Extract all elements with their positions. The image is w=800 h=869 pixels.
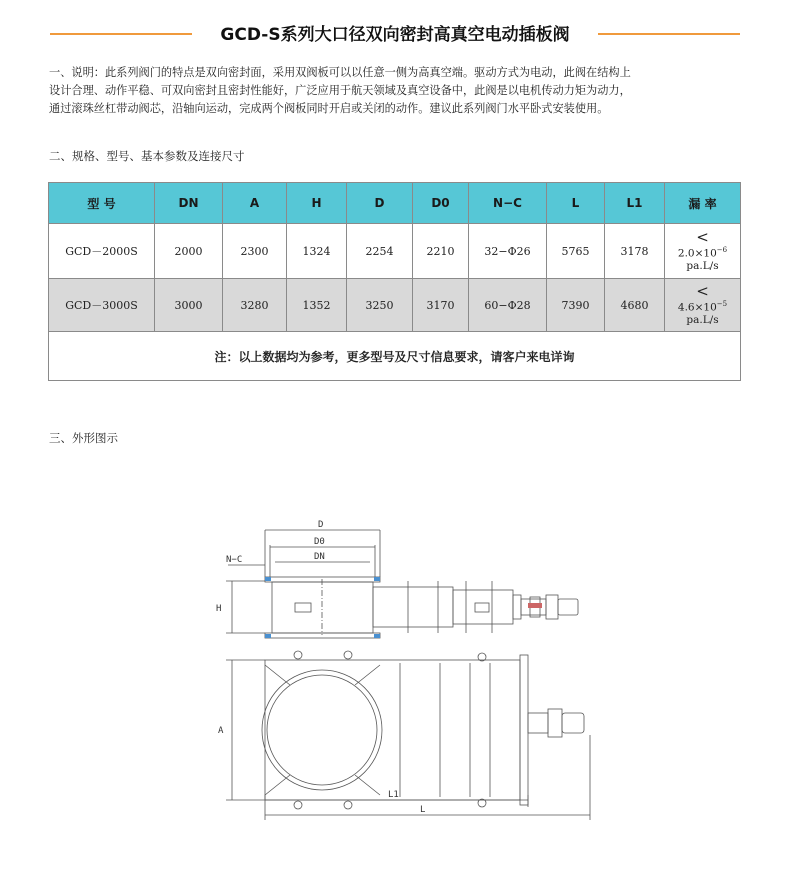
section-heading-drawing: 三、外形图示 [49, 431, 118, 445]
header-h: H [287, 183, 347, 224]
cell-d: 3250 [347, 279, 413, 332]
header-d0: D0 [413, 183, 469, 224]
description [49, 64, 749, 118]
title-rule-left [50, 33, 192, 35]
cell-l: 7390 [547, 279, 605, 332]
cell-h: 1352 [287, 279, 347, 332]
header-l: L [547, 183, 605, 224]
table-row [49, 279, 741, 332]
description-line: 设计合理、动作平稳、可双向密封且密封性能好，广泛应用于航天领域及真空设备中，此阀是以电机传动力矩为动力， [49, 84, 631, 97]
section-heading-specs: 二、规格、型号、基本参数及连接尺寸 [49, 149, 245, 163]
leak-mantissa: 4.6×10 [677, 301, 717, 314]
table-note-row [49, 332, 741, 381]
label-a: A [218, 726, 224, 736]
label-l: L [420, 805, 426, 815]
leak-mantissa: 2.0×10 [677, 247, 717, 260]
title-row [0, 18, 800, 48]
header-l1: L1 [605, 183, 665, 224]
header-dn: DN [155, 183, 223, 224]
page-title: GCD-S系列大口径双向密封高真空电动插板阀 [220, 25, 570, 45]
table-row [49, 224, 741, 279]
leak-exponent: −5 [716, 300, 728, 309]
header-leak: 漏 率 [665, 183, 741, 224]
description-line: 一、说明：此系列阀门的特点是双向密封面，采用双阀板可以以任意一侧为高真空端。驱动方式为电动，此阀在结构上 [49, 66, 631, 79]
leak-less-than: < [696, 282, 709, 301]
cell-l: 5765 [547, 224, 605, 279]
header-model: 型 号 [49, 183, 155, 224]
label-d: D [318, 520, 324, 530]
cell-l1: 4680 [605, 279, 665, 332]
cell-model: GCD－2000S [49, 224, 155, 279]
leak-less-than: < [696, 228, 709, 247]
cell-a: 3280 [223, 279, 287, 332]
leak-exponent: −6 [716, 246, 728, 255]
label-d0: D0 [314, 537, 325, 547]
leak-unit: pa.L/s [686, 259, 719, 272]
cell-dn: 3000 [155, 279, 223, 332]
cell-nc: 60−Φ28 [469, 279, 547, 332]
specs-table [48, 182, 741, 381]
header-nc: N−C [469, 183, 547, 224]
description-line: 通过滚珠丝杠带动阀芯，沿轴向运动，完成两个阀板同时开启或关闭的动作。建议此系列阀门水平卧式安装使用。 [49, 102, 609, 115]
cell-leak [665, 279, 741, 332]
cell-leak [665, 224, 741, 279]
cell-a: 2300 [223, 224, 287, 279]
cell-d0: 2210 [413, 224, 469, 279]
label-dn: DN [314, 552, 325, 562]
table-note: 注：以上数据均为参考，更多型号及尺寸信息要求，请客户来电详询 [49, 332, 741, 381]
label-nc: N−C [226, 555, 243, 565]
cell-h: 1324 [287, 224, 347, 279]
table-header-row [49, 183, 741, 224]
label-l1: L1 [388, 790, 399, 800]
header-a: A [223, 183, 287, 224]
cell-d: 2254 [347, 224, 413, 279]
header-d: D [347, 183, 413, 224]
label-h: H [216, 604, 222, 614]
title-rule-right [598, 33, 740, 35]
cell-d0: 3170 [413, 279, 469, 332]
cell-model: GCD－3000S [49, 279, 155, 332]
cell-nc: 32−Φ26 [469, 224, 547, 279]
leak-unit: pa.L/s [686, 313, 719, 326]
cell-dn: 2000 [155, 224, 223, 279]
valve-outline-drawing [210, 515, 600, 825]
cell-l1: 3178 [605, 224, 665, 279]
